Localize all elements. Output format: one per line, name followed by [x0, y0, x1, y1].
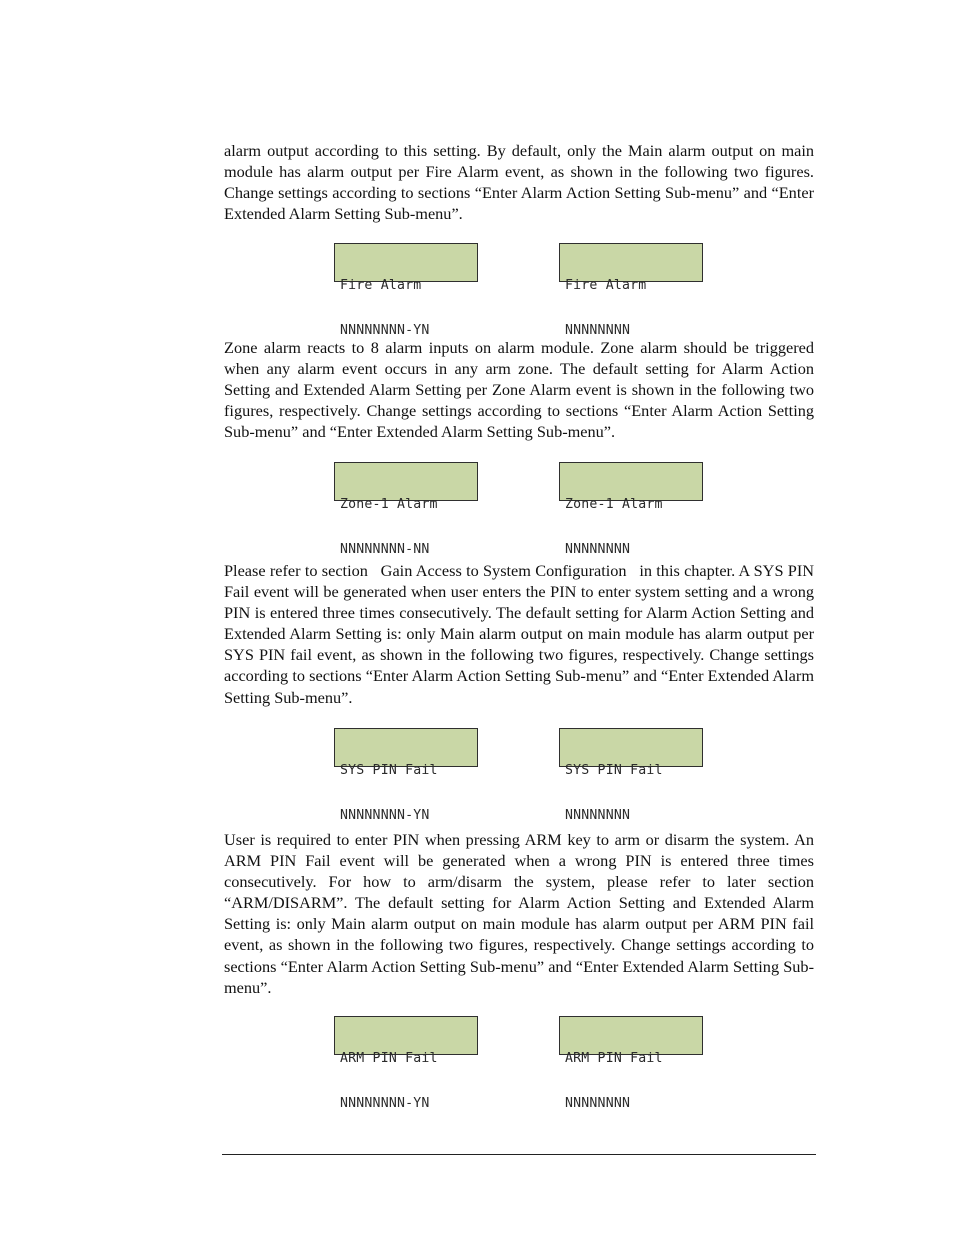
zone-alarm-extended-lcd — [559, 462, 703, 557]
lcd-line-2: NNNNNNNN — [565, 323, 631, 338]
lcd-line-2: NNNNNNNN-YN — [340, 1096, 430, 1111]
sys-pin-fail-lcd-figures — [0, 728, 954, 823]
lcd-line-2: NNNNNNNN-YN — [340, 808, 430, 823]
zone-alarm-paragraph: Zone alarm reacts to 8 alarm inputs on alarm module. Zone alarm should be triggered when any alarm event occurs in any arm zone. The default setting for Alarm Action Setting and Extended Alarm Setting per Zone Alarm event is shown in the following two figures, respectively. Change settings according to sections “Enter Alarm Action Setting Sub-menu” and “Enter Extended Alarm Setting Sub-menu”. — [224, 338, 814, 442]
sys-pin-fail-extended-lcd — [559, 728, 703, 823]
fire-alarm-paragraph: alarm output according to this setting. By default, only the Main alarm output on main module has alarm output per Fire Alarm event, as shown in the following two figures. Change settings according to sections “Enter Alarm Action Setting Sub-menu” and “Enter Extended Alarm Setting Sub-menu”. — [224, 141, 814, 224]
sys-pin-fail-action-lcd — [334, 728, 478, 823]
lcd-line-2: NNNNNNNN-YN — [340, 323, 430, 338]
fire-alarm-lcd-figures — [0, 243, 954, 338]
lcd-line-1: Zone-1 Alarm — [565, 497, 663, 512]
zone-alarm-action-lcd — [334, 462, 478, 557]
lcd-line-1: ARM PIN Fail — [565, 1051, 663, 1066]
lcd-line-1: Fire Alarm — [340, 278, 422, 293]
sys-pin-fail-paragraph: Please refer to section Gain Access to System Configuration in this chapter. A SYS PIN Fail event will be generated when user enters the PIN to enter system setting and a wrong PIN is entered three times consecutively. The default setting for Alarm Action Setting and Extended Alarm Setting is: only Main alarm output on main module has alarm output per SYS PIN fail event, as shown in the following two figures, respectively. Change settings according to sections “Enter Alarm Action Setting Sub-menu” and “Enter Extended Alarm Setting Sub-menu”. — [224, 561, 819, 707]
footer-divider — [222, 1154, 816, 1155]
lcd-line-2: NNNNNNNN-NN — [340, 542, 430, 557]
lcd-line-1: Fire Alarm — [565, 278, 647, 293]
lcd-line-1: Zone-1 Alarm — [340, 497, 438, 512]
arm-pin-fail-lcd-figures — [0, 1016, 954, 1111]
lcd-line-2: NNNNNNNN — [565, 542, 631, 557]
fire-alarm-action-lcd — [334, 243, 478, 338]
fire-alarm-extended-lcd — [559, 243, 703, 338]
zone-alarm-lcd-figures — [0, 462, 954, 557]
lcd-line-2: NNNNNNNN — [565, 1096, 631, 1111]
lcd-line-2: NNNNNNNN — [565, 808, 631, 823]
lcd-line-1: ARM PIN Fail — [340, 1051, 438, 1066]
lcd-line-1: SYS PIN Fail — [565, 763, 663, 778]
lcd-line-1: SYS PIN Fail — [340, 763, 438, 778]
arm-pin-fail-action-lcd — [334, 1016, 478, 1111]
arm-pin-fail-paragraph: User is required to enter PIN when pressing ARM key to arm or disarm the system. An ARM PIN Fail event will be generated when a wrong PIN is entered three times consecutively. For how to arm/disarm the system, please refer to later section “ARM/DISARM”. The default setting for Alarm Action Setting and Extended Alarm Setting is: only Main alarm output on main module has alarm output per ARM PIN fail event, as shown in the following two figures, respectively. Change settings according to sections “Enter Alarm Action Setting Sub-menu” and “Enter Extended Alarm Setting Sub-menu”. — [224, 830, 814, 997]
arm-pin-fail-extended-lcd — [559, 1016, 703, 1111]
